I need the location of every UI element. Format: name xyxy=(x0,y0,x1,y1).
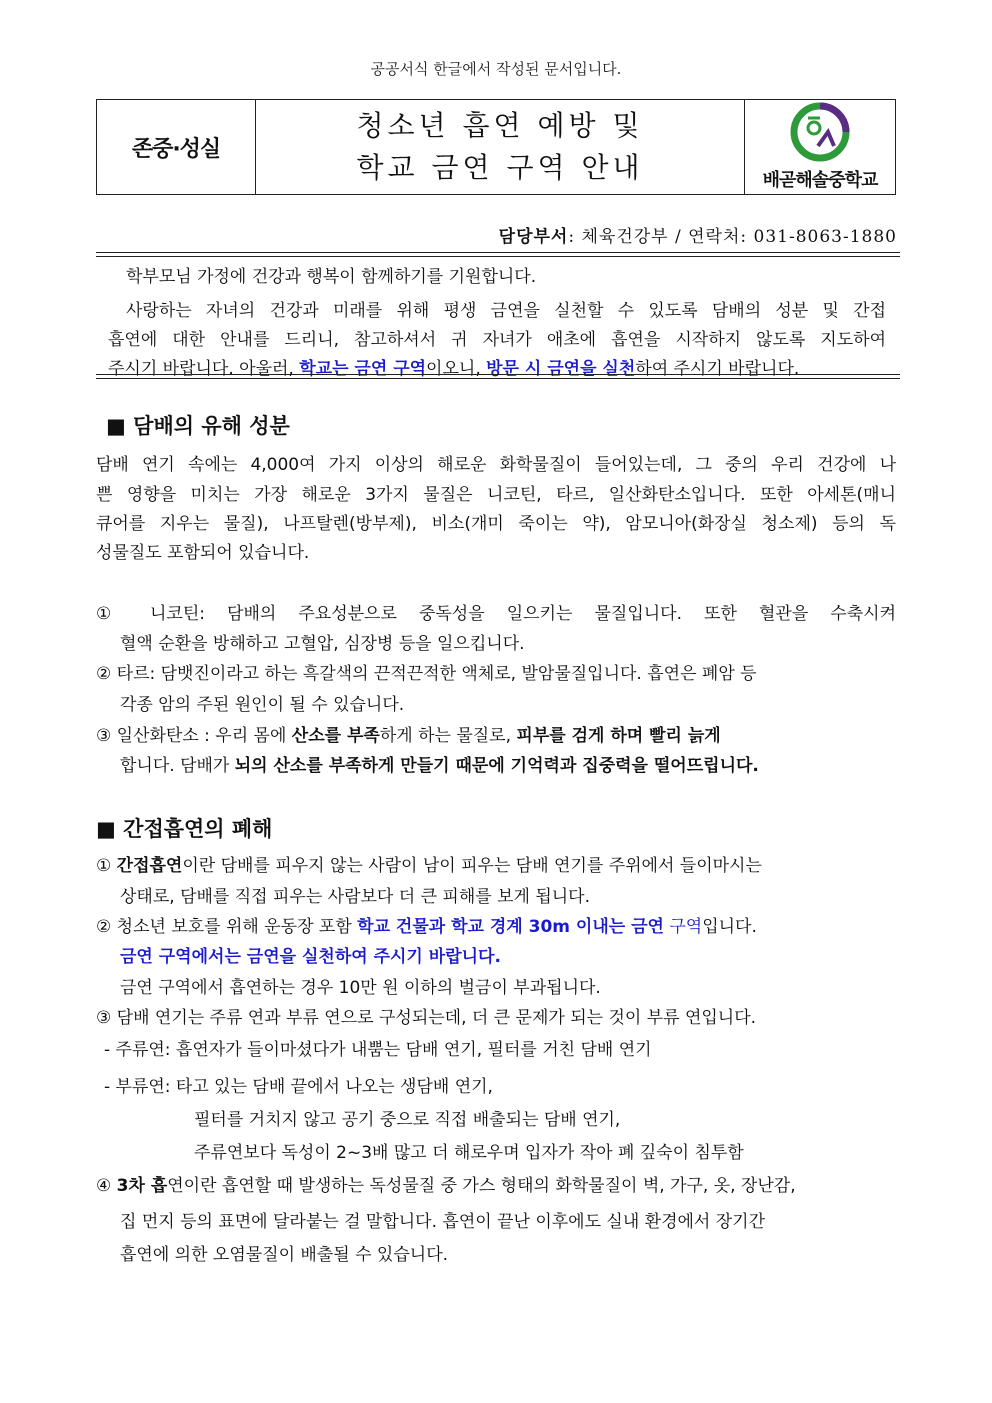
section-heading-harmful-ingredients: ■ 담배의 유해 성분 xyxy=(106,414,290,438)
title-line-2: 학교 금연 구역 안내 xyxy=(356,151,644,184)
divider-mid-2 xyxy=(96,378,900,379)
intro-line-2: 사랑하는 자녀의 건강과 미래를 위해 평생 금연을 실천할 수 있도록 담배의 성분 및 간접 xyxy=(126,301,886,321)
carbon-monoxide-item xyxy=(96,721,721,746)
bold-phrase: 피부를 검게 하며 빨리 늙게 xyxy=(516,726,721,746)
item-text: ④ xyxy=(96,1176,117,1196)
header-table xyxy=(96,99,896,195)
bold-phrase: 3차 흡 xyxy=(116,1176,168,1196)
nicotine-item-cont: 혈액 순환을 방해하고 고혈압, 심장병 등을 일으킵니다. xyxy=(120,634,525,654)
document-title xyxy=(256,100,745,194)
contact-line xyxy=(499,222,897,247)
bold-phrase: 산소를 부족 xyxy=(291,726,380,746)
item-text: 이란 담배를 피우지 않는 사람이 남이 피우는 담배 연기를 주위에서 들이마시는 xyxy=(182,856,762,876)
s1-paragraph-line: 성물질도 포함되어 있습니다. xyxy=(96,543,310,563)
item-text: 합니다. 담배가 xyxy=(120,756,235,776)
item-text: ① xyxy=(96,856,117,876)
thirdhand-item xyxy=(96,1171,796,1196)
s1-paragraph-line: 담배 연기 속에는 4,000여 가지 이상의 해로운 화학물질이 들어있는데, 그 중의 우리 건강에 나 xyxy=(96,455,896,475)
item-text: 연이란 흡연할 때 발생하는 독성물질 중 가스 형태의 화학물질이 벽, 가구, 옷, 장난감, xyxy=(167,1176,796,1196)
intro-line-1: 학부모님 가정에 건강과 행복이 함께하기를 기원합니다. xyxy=(126,267,537,287)
section-heading-secondhand-smoke: ■ 간접흡연의 폐해 xyxy=(96,817,273,841)
fine-notice: 금연 구역에서 흡연하는 경우 10만 원 이하의 벌금이 부과됩니다. xyxy=(120,978,601,998)
no-smoking-zone-highlight: 학교는 금연 구역 xyxy=(299,359,427,379)
zone-word: 구역 xyxy=(663,917,703,937)
dept-label: 담당부서 xyxy=(498,227,569,247)
divider-top-2 xyxy=(96,256,900,257)
visit-no-smoking-highlight: 방문 시 금연을 실천 xyxy=(486,359,636,379)
item-text: ③ 일산화탄소 : 우리 몸에 xyxy=(96,726,292,746)
bold-phrase: 뇌의 산소를 부족하게 만들기 때문에 기억력과 집중력을 떨어뜨립니다. xyxy=(234,756,759,776)
bold-phrase: 간접흡연 xyxy=(116,856,183,876)
school-logo-icon xyxy=(784,102,856,164)
s1-paragraph-line: 큐어를 지우는 물질), 나프탈렌(방부제), 비소(개미 죽이는 약), 암모니아(화장실 청소제) 등의 독 xyxy=(96,514,896,534)
smoke-types-item: ③ 담배 연기는 주류 연과 부류 연으로 구성되는데, 더 큰 문제가 되는 것이 부류 연입니다. xyxy=(96,1008,757,1028)
item-text: 입니다. xyxy=(702,917,757,937)
intro-line-3: 흡연에 대한 안내를 드리니, 참고하셔서 귀 자녀가 애초에 흡연을 시작하지 않도록 지도하여 xyxy=(108,330,886,350)
school-boundary-highlight: 학교 건물과 학교 경계 30m 이내는 금연 xyxy=(357,917,664,937)
secondhand-item xyxy=(96,851,762,876)
item-text: 하게 하는 물질로, xyxy=(379,726,517,746)
motto: 존중·성실 xyxy=(97,100,256,194)
sidestream-smoke-cont: 필터를 거치지 않고 공기 중으로 직접 배출되는 담배 연기, xyxy=(194,1110,621,1130)
thirdhand-item-cont: 집 먼지 등의 표면에 달라붙는 걸 말합니다. 흡연이 끝난 이후에도 실내 환경에서 장기간 xyxy=(120,1212,766,1232)
secondhand-item-cont: 상태로, 담배를 직접 피우는 사람보다 더 큰 피해를 보게 됩니다. xyxy=(120,887,590,907)
divider-mid-1 xyxy=(96,374,900,375)
school-zone-item xyxy=(96,912,757,937)
thirdhand-item-cont: 흡연에 의한 오염물질이 배출될 수 있습니다. xyxy=(120,1245,449,1265)
intro-text: 이오니, xyxy=(426,359,487,379)
tar-item: ② 타르: 담뱃진이라고 하는 흑갈색의 끈적끈적한 액체로, 발암물질입니다. 흡연은 폐암 등 xyxy=(96,664,757,684)
school-logo-block xyxy=(745,100,895,194)
sidestream-smoke-definition: - 부류연: 타고 있는 담배 끝에서 나오는 생담배 연기, xyxy=(104,1077,493,1097)
intro-text: 주시기 바랍니다. 아울러, xyxy=(108,359,300,379)
mainstream-smoke-definition: - 주류연: 흡연자가 들이마셨다가 내뿜는 담배 연기, 필터를 거친 담배 연기 xyxy=(104,1040,652,1060)
intro-text: 하여 주시기 바랍니다. xyxy=(635,359,800,379)
top-note: 공공서식 한글에서 작성된 문서입니다. xyxy=(370,60,622,78)
dept-contact-value: : 체육건강부 / 연락처: 031-8063-1880 xyxy=(568,227,897,247)
title-line-1: 청소년 흡연 예방 및 xyxy=(356,109,644,142)
sidestream-smoke-cont: 주류연보다 독성이 2~3배 많고 더 해로우며 입자가 작아 폐 깊숙이 침투함 xyxy=(194,1143,744,1163)
item-text: ② 청소년 보호를 위해 운동장 포함 xyxy=(96,917,358,937)
school-name: 배곧해솔중학교 xyxy=(762,170,878,191)
nicotine-item: ① 니코틴: 담배의 주요성분으로 중독성을 일으키는 물질입니다. 또한 혈관을 수축시켜 xyxy=(96,604,896,624)
intro-line-4 xyxy=(108,354,799,379)
s1-paragraph-line: 쁜 영향을 미치는 가장 해로운 3가지 물질은 니코틴, 타르, 일산화탄소입니다. 또한 아세톤(매니 xyxy=(96,485,896,505)
tar-item-cont: 각종 암의 주된 원인이 될 수 있습니다. xyxy=(120,695,405,715)
divider-top-1 xyxy=(96,252,900,253)
carbon-monoxide-item-cont xyxy=(120,751,759,776)
no-smoking-request: 금연 구역에서는 금연을 실천하여 주시기 바랍니다. xyxy=(120,947,501,967)
